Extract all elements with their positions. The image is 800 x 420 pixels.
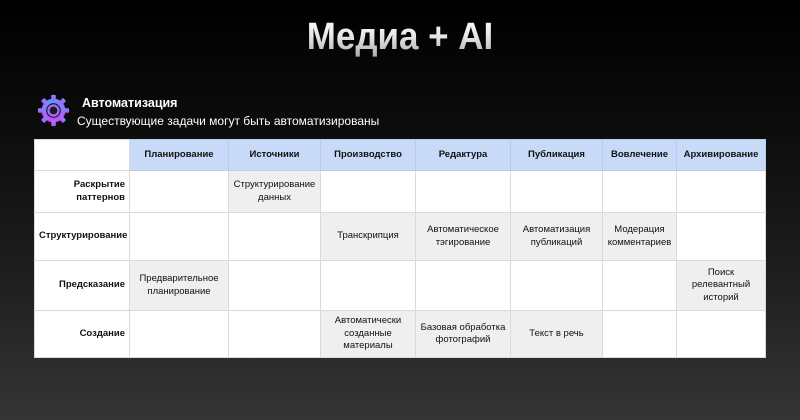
table-cell [603,311,677,358]
section-subtitle: Существующие задачи могут быть автоматизированы [77,114,380,128]
corner-cell [35,140,130,171]
table-cell [321,261,416,311]
table-cell: Предварительное планирование [130,261,229,311]
table-cell: Модерация комментариев [603,213,677,261]
gear-icon [37,94,70,127]
table-cell [229,311,321,358]
table-cell [321,171,416,213]
row-header: Структурирование [35,213,130,261]
table-cell: Базовая обработка фотографий [416,311,511,358]
table-cell [677,311,766,358]
table-row [35,171,766,213]
column-header: Публикация [511,140,603,171]
column-header: Производство [321,140,416,171]
table-cell [416,171,511,213]
table-cell [511,171,603,213]
header-row [35,140,766,171]
page-title: Медиа + AI [32,16,768,59]
table-cell [130,311,229,358]
table-cell [130,213,229,261]
table-cell [511,261,603,311]
table-cell: Автоматизация публикаций [511,213,603,261]
table-cell [229,261,321,311]
section-title: Автоматизация [82,96,178,110]
column-header: Редактура [416,140,511,171]
table-cell [229,213,321,261]
table-cell: Автоматически созданные материалы [321,311,416,358]
column-header: Вовлечение [603,140,677,171]
table-cell: Поиск релевантный историй [677,261,766,311]
table-row [35,213,766,261]
automation-matrix [34,139,766,358]
column-header: Источники [229,140,321,171]
table-cell: Автоматическое тэгирование [416,213,511,261]
table-cell [677,213,766,261]
table-cell: Текст в речь [511,311,603,358]
table-cell [677,171,766,213]
table-cell [416,261,511,311]
table-cell [603,261,677,311]
column-header: Планирование [130,140,229,171]
row-header: Создание [35,311,130,358]
table-cell: Транскрипция [321,213,416,261]
row-header: Раскрытие паттернов [35,171,130,213]
column-header: Архивирование [677,140,766,171]
table-row [35,311,766,358]
table-row [35,261,766,311]
row-header: Предсказание [35,261,130,311]
table-cell: Структурирование данных [229,171,321,213]
table-cell [130,171,229,213]
table-cell [603,171,677,213]
